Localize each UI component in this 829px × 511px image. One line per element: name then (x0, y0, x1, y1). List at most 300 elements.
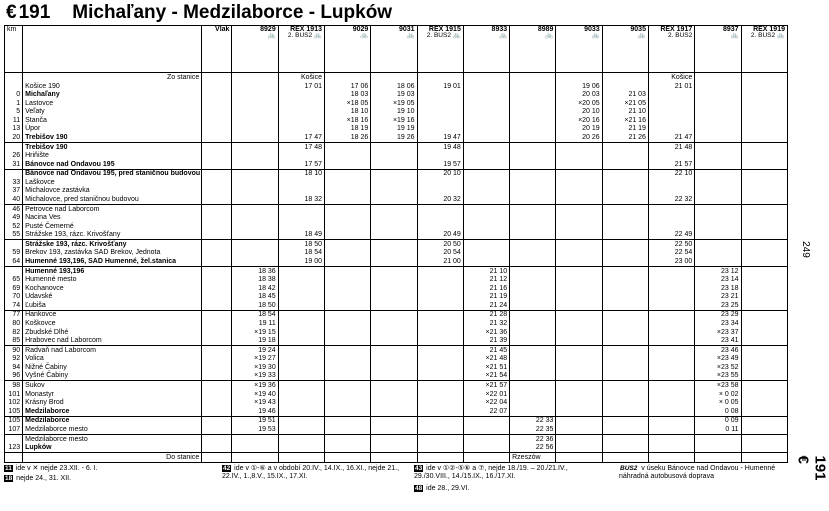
time-cell (741, 142, 787, 151)
time-cell (463, 82, 509, 91)
time-cell: 22 36 (510, 434, 556, 443)
vlak-cell (202, 142, 232, 151)
time-cell: 21 26 (602, 133, 648, 142)
time-cell: 21 48 (648, 142, 694, 151)
time-cell (510, 142, 556, 151)
time-cell: ×19 27 (232, 355, 278, 364)
footnote (4, 465, 204, 473)
time-cell: 23 34 (695, 319, 741, 328)
table-row (5, 213, 788, 222)
table-row (5, 133, 788, 142)
time-cell (325, 398, 371, 407)
time-cell (556, 142, 602, 151)
time-cell (741, 336, 787, 345)
time-cell (278, 151, 324, 160)
time-cell (602, 355, 648, 364)
time-cell (695, 434, 741, 443)
time-cell (232, 99, 278, 108)
station-cell: Nižné Čabiny (23, 363, 202, 372)
time-cell: 19 53 (232, 425, 278, 434)
time-cell (741, 372, 787, 381)
time-cell (648, 336, 694, 345)
time-cell (510, 204, 556, 213)
time-cell (556, 73, 602, 82)
station-cell: Hankovce (23, 310, 202, 319)
station-cell: Lastovce (23, 99, 202, 108)
time-cell (232, 178, 278, 187)
time-cell (510, 91, 556, 100)
time-cell: 19 00 (278, 257, 324, 266)
time-cell (741, 328, 787, 337)
time-cell (602, 416, 648, 425)
km-cell: 11 (5, 116, 23, 125)
time-cell: 18 38 (232, 275, 278, 284)
vlak-cell (202, 452, 232, 462)
time-cell (602, 425, 648, 434)
footnote (222, 465, 402, 481)
time-cell (556, 187, 602, 196)
time-cell (278, 213, 324, 222)
time-cell (602, 187, 648, 196)
train-column-header (648, 26, 694, 73)
vlak-cell (202, 178, 232, 187)
time-cell (510, 398, 556, 407)
time-cell (741, 407, 787, 416)
time-cell (510, 178, 556, 187)
time-cell: 19 03 (371, 91, 417, 100)
footnote-mark: 48 (415, 485, 423, 492)
time-cell: 20 19 (556, 125, 602, 134)
train-column-header (463, 26, 509, 73)
station-cell: Brekov 193, zastávka SAD Brekov, Jednota (23, 249, 202, 258)
time-cell (510, 381, 556, 390)
train-service-symbols: 🚲 (730, 32, 739, 39)
km-cell: 105 (5, 407, 23, 416)
time-cell (741, 319, 787, 328)
time-cell (556, 178, 602, 187)
vlak-cell (202, 319, 232, 328)
time-cell (278, 443, 324, 452)
km-cell: 107 (5, 425, 23, 434)
time-cell (741, 187, 787, 196)
time-cell (417, 116, 463, 125)
time-cell (232, 222, 278, 231)
time-cell (371, 381, 417, 390)
km-cell: 13 (5, 125, 23, 134)
time-cell: 19 46 (232, 407, 278, 416)
time-cell (325, 222, 371, 231)
time-cell (602, 275, 648, 284)
time-cell (325, 73, 371, 82)
time-cell (741, 301, 787, 310)
time-cell (510, 249, 556, 258)
time-cell (556, 293, 602, 302)
time-cell (325, 169, 371, 178)
side-line-number: 191 € (794, 455, 829, 481)
time-cell (602, 452, 648, 462)
time-cell (510, 293, 556, 302)
time-cell (417, 363, 463, 372)
time-cell (741, 204, 787, 213)
km-cell: 40 (5, 195, 23, 204)
time-cell (463, 452, 509, 462)
time-cell (741, 240, 787, 249)
table-row (5, 336, 788, 345)
time-cell (325, 372, 371, 381)
time-cell (741, 133, 787, 142)
time-cell: 23 12 (695, 266, 741, 275)
km-cell: 64 (5, 257, 23, 266)
time-cell (371, 319, 417, 328)
time-cell (278, 452, 324, 462)
time-cell (556, 363, 602, 372)
km-cell: 0 (5, 91, 23, 100)
table-row (5, 125, 788, 134)
time-cell (371, 452, 417, 462)
time-cell: 19 24 (232, 345, 278, 354)
time-cell (510, 257, 556, 266)
time-cell (648, 204, 694, 213)
km-cell: 26 (5, 151, 23, 160)
time-cell (463, 142, 509, 151)
time-cell (510, 108, 556, 117)
time-cell (602, 328, 648, 337)
time-cell: 19 47 (417, 133, 463, 142)
vlak-cell (202, 425, 232, 434)
time-cell (417, 204, 463, 213)
km-cell: 101 (5, 390, 23, 399)
time-cell: 18 19 (325, 125, 371, 134)
footnote-text: ide v ✕ nejde 23.XII. - 6. I. (13, 465, 98, 472)
time-cell (695, 73, 741, 82)
time-cell: 23 00 (648, 257, 694, 266)
time-cell (602, 142, 648, 151)
time-cell (602, 213, 648, 222)
table-row (5, 390, 788, 399)
time-cell (463, 240, 509, 249)
time-cell: 18 49 (278, 230, 324, 239)
time-cell (695, 178, 741, 187)
time-cell (695, 452, 741, 462)
time-cell (278, 266, 324, 275)
time-cell (463, 125, 509, 134)
route-title: Michaľany - Medzilaborce - Lupków (72, 2, 393, 23)
time-cell (278, 284, 324, 293)
station-cell: Michalovce zastávka (23, 187, 202, 196)
time-cell (510, 266, 556, 275)
time-cell: Košice (648, 73, 694, 82)
footnote-text: ide 28., 29.VI. (424, 485, 470, 492)
time-cell (695, 187, 741, 196)
time-cell: ×18 16 (325, 116, 371, 125)
time-cell (741, 82, 787, 91)
time-cell (325, 443, 371, 452)
time-cell (371, 434, 417, 443)
time-cell (510, 213, 556, 222)
vlak-cell (202, 125, 232, 134)
time-cell (741, 99, 787, 108)
time-cell (463, 116, 509, 125)
time-cell (417, 266, 463, 275)
table-row (5, 407, 788, 416)
time-cell (371, 178, 417, 187)
km-header: km (5, 26, 23, 73)
table-row (5, 178, 788, 187)
vlak-cell (202, 407, 232, 416)
from-station-label: Zo stanice (23, 73, 202, 82)
time-cell (417, 407, 463, 416)
km-cell: 55 (5, 230, 23, 239)
footnote-text: ide v ①-⑥ a v období 20.IV., 14.IX., 16.XI., nejde 21., 22.IV., 1.,8.V., 15.IX., 17.XI. (222, 465, 400, 481)
time-cell (741, 434, 787, 443)
time-cell: 21 24 (463, 301, 509, 310)
time-cell (278, 178, 324, 187)
time-cell (417, 108, 463, 117)
time-cell (556, 301, 602, 310)
vlak-cell (202, 301, 232, 310)
time-cell (417, 328, 463, 337)
km-cell: 90 (5, 345, 23, 354)
time-cell (741, 443, 787, 452)
time-cell (417, 390, 463, 399)
line-number: 191 (18, 2, 51, 23)
time-cell: 21 19 (602, 125, 648, 134)
km-cell (5, 434, 23, 443)
time-cell (510, 160, 556, 169)
time-cell (741, 452, 787, 462)
km-cell: 20 (5, 133, 23, 142)
time-cell (556, 284, 602, 293)
time-cell (278, 301, 324, 310)
time-cell (278, 275, 324, 284)
time-cell: ×23 49 (695, 355, 741, 364)
train-number: REX 1915 (428, 26, 461, 33)
table-row (5, 73, 788, 82)
time-cell (325, 452, 371, 462)
time-cell: × 0 02 (695, 390, 741, 399)
time-cell (278, 125, 324, 134)
time-cell (741, 230, 787, 239)
km-cell: 82 (5, 328, 23, 337)
to-station-label: Do stanice (23, 452, 202, 462)
km-cell: 59 (5, 249, 23, 258)
vlak-cell (202, 416, 232, 425)
train-column-header (325, 26, 371, 73)
time-cell: 19 26 (371, 133, 417, 142)
time-cell (695, 169, 741, 178)
table-row (5, 293, 788, 302)
table-row (5, 187, 788, 196)
station-cell: Strážske 193, rázc. Krivošťany (23, 230, 202, 239)
time-cell (556, 336, 602, 345)
time-cell (648, 434, 694, 443)
time-cell (232, 108, 278, 117)
time-cell (510, 151, 556, 160)
time-cell (325, 319, 371, 328)
time-cell (556, 407, 602, 416)
time-cell (325, 390, 371, 399)
time-cell (463, 195, 509, 204)
time-cell: 18 54 (232, 310, 278, 319)
vlak-cell (202, 398, 232, 407)
table-row (5, 195, 788, 204)
time-cell (556, 195, 602, 204)
time-cell (741, 381, 787, 390)
time-cell (510, 187, 556, 196)
time-cell: ×23 58 (695, 381, 741, 390)
time-cell (648, 151, 694, 160)
time-cell (741, 160, 787, 169)
time-cell (463, 425, 509, 434)
time-cell (741, 345, 787, 354)
km-cell: 70 (5, 293, 23, 302)
time-cell (371, 222, 417, 231)
time-cell (417, 434, 463, 443)
time-cell: Košice (278, 73, 324, 82)
time-cell (371, 363, 417, 372)
km-cell: 65 (5, 275, 23, 284)
time-cell (278, 390, 324, 399)
time-cell: 18 26 (325, 133, 371, 142)
time-cell (463, 434, 509, 443)
side-line-label: 191 (811, 455, 829, 481)
time-cell (232, 151, 278, 160)
time-cell (695, 82, 741, 91)
time-cell (648, 381, 694, 390)
time-cell (417, 222, 463, 231)
station-cell: Koškovce (23, 319, 202, 328)
time-cell: 21 28 (463, 310, 509, 319)
time-cell (602, 310, 648, 319)
time-cell (417, 73, 463, 82)
time-cell (371, 187, 417, 196)
vlak-cell (202, 434, 232, 443)
train-service-symbols: 🚲 (545, 32, 554, 39)
time-cell (325, 266, 371, 275)
train-column-header (371, 26, 417, 73)
time-cell: ×19 05 (371, 99, 417, 108)
station-cell: Radvaň nad Laborcom (23, 345, 202, 354)
station-cell: Medzilaborce (23, 416, 202, 425)
station-cell: Strážske 193, rázc. Krivošťany (23, 240, 202, 249)
vlak-cell (202, 363, 232, 372)
station-cell: Medzilaborce mesto (23, 425, 202, 434)
page-number: 249 (799, 241, 811, 258)
time-cell (648, 284, 694, 293)
station-cell: Košice 190 (23, 82, 202, 91)
time-cell (602, 336, 648, 345)
station-cell: Veľaty (23, 108, 202, 117)
time-cell (463, 443, 509, 452)
km-cell: 31 (5, 160, 23, 169)
time-cell: 22 50 (648, 240, 694, 249)
footnote (414, 465, 604, 481)
train-number: 8929 (260, 26, 276, 33)
station-cell: Hrabovec nad Laborcom (23, 336, 202, 345)
time-cell (417, 443, 463, 452)
time-cell: 21 03 (602, 91, 648, 100)
time-cell: 19 57 (417, 160, 463, 169)
km-cell (5, 82, 23, 91)
time-cell (325, 240, 371, 249)
time-cell (325, 213, 371, 222)
time-cell (695, 249, 741, 258)
time-cell (463, 178, 509, 187)
train-number: 9029 (352, 26, 369, 33)
time-cell (325, 151, 371, 160)
time-cell: 0 11 (695, 425, 741, 434)
time-cell (232, 443, 278, 452)
time-cell: ×19 33 (232, 372, 278, 381)
time-cell (602, 363, 648, 372)
time-cell (371, 310, 417, 319)
time-cell: 22 33 (510, 416, 556, 425)
km-cell: 49 (5, 213, 23, 222)
km-cell: 52 (5, 222, 23, 231)
time-cell (556, 381, 602, 390)
station-header (23, 26, 202, 73)
time-cell (741, 257, 787, 266)
time-cell (417, 355, 463, 364)
time-cell (741, 91, 787, 100)
time-cell (741, 425, 787, 434)
time-cell: ×21 16 (602, 116, 648, 125)
time-cell (602, 407, 648, 416)
footnote-text: ide v ①②-⑤⑥ a ⑦, nejde 18./19. – 20./21.IV., 29./30.VIII., 14./15.IX., 16./17.XI. (414, 465, 568, 481)
time-cell (602, 82, 648, 91)
time-cell (278, 99, 324, 108)
time-cell: 18 42 (232, 284, 278, 293)
station-cell: Sukov (23, 381, 202, 390)
time-cell (695, 222, 741, 231)
time-cell (278, 328, 324, 337)
time-cell: 21 45 (463, 345, 509, 354)
footnote-mark: BUS2 (620, 465, 638, 472)
vlak-cell (202, 275, 232, 284)
vlak-cell (202, 266, 232, 275)
time-cell (741, 195, 787, 204)
time-cell: 17 57 (278, 160, 324, 169)
time-cell: 19 11 (232, 319, 278, 328)
train-service-symbols: 2. BUS2 (668, 32, 693, 39)
time-cell: 18 36 (232, 266, 278, 275)
time-cell (648, 213, 694, 222)
time-cell: 22 10 (648, 169, 694, 178)
time-cell (602, 434, 648, 443)
station-cell: Krásny Brod (23, 398, 202, 407)
time-cell (510, 99, 556, 108)
time-cell (695, 213, 741, 222)
time-cell (741, 125, 787, 134)
time-cell (602, 301, 648, 310)
time-cell (510, 82, 556, 91)
train-number: 8989 (537, 26, 554, 33)
time-cell (463, 133, 509, 142)
time-cell (648, 222, 694, 231)
km-cell: 92 (5, 355, 23, 364)
time-cell (371, 345, 417, 354)
time-cell (463, 249, 509, 258)
time-cell: 21 57 (648, 160, 694, 169)
time-cell (602, 195, 648, 204)
time-cell (325, 381, 371, 390)
time-cell (278, 434, 324, 443)
time-cell: ×20 05 (556, 99, 602, 108)
time-cell (648, 363, 694, 372)
time-cell (232, 195, 278, 204)
time-cell (325, 301, 371, 310)
km-cell: 37 (5, 187, 23, 196)
